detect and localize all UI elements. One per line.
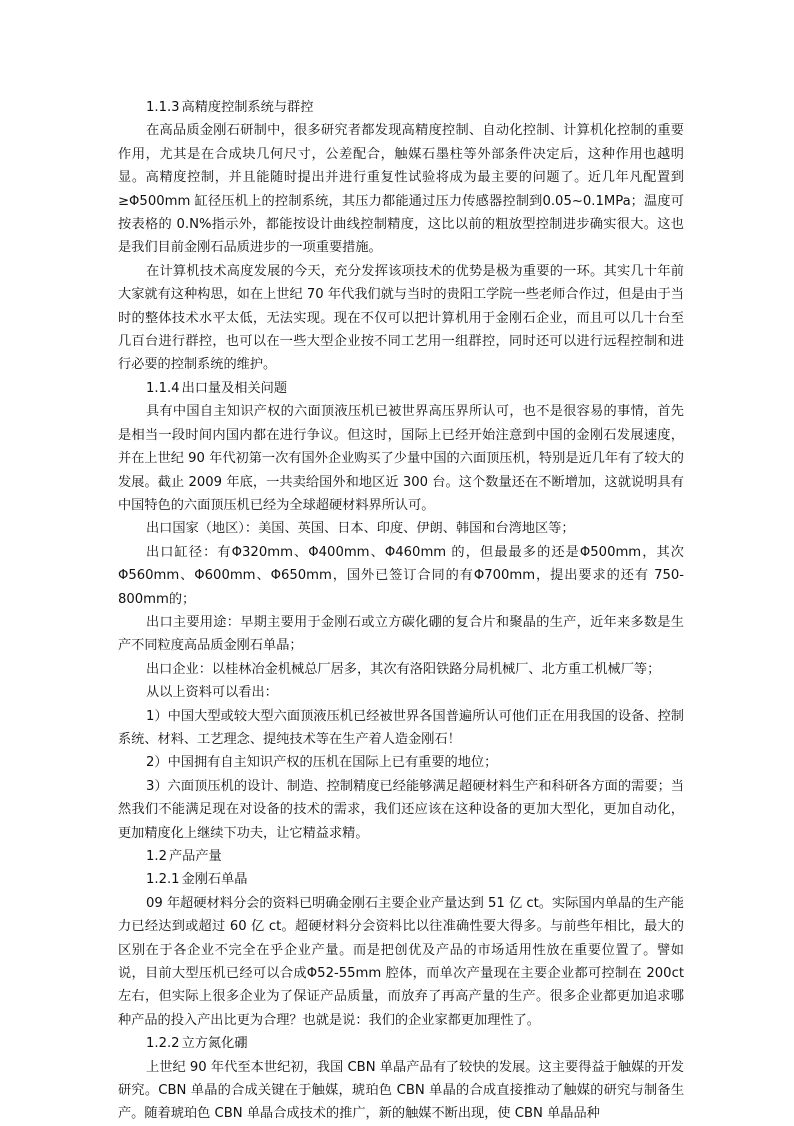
heading-title: 出口量及相关问题 bbox=[181, 380, 288, 396]
heading-title: 立方氮化硼 bbox=[181, 1036, 248, 1052]
heading-number: 1.2.2 bbox=[146, 1036, 180, 1052]
section-heading-114 bbox=[118, 377, 684, 400]
section-heading-113 bbox=[118, 96, 684, 119]
heading-title: 高精度控制系统与群控 bbox=[181, 100, 314, 115]
paragraph: 上世纪 90 年代至本世纪初，我国 CBN 单晶产品有了较快的发展。这主要得益于触媒的开发研究。CBN 单晶的合成关键在于触媒，琥珀色 CBN 单晶的合成直接推动了触媒的研究与制备生产。随着琥珀色 CBN 单晶合成技术的推广，新的触媒不断出现，使 CBN 单晶品种 bbox=[118, 1059, 684, 1122]
section-heading-12 bbox=[118, 845, 684, 868]
paragraph: 09 年超硬材料分会的资料已明确金刚石主要企业产量达到 51 亿 ct。实际国内单晶的生产能力已经达到或超过 60 亿 ct。超硬材料分会资料比以往准确性要大得多。与前些年相比，最大的区别在于各企业不完全在乎企业产量。而是把创优及产品的市场适用性放在重要位置了。譬如说，目前大型压机已经可以合成Φ52-55mm 腔体，而单次产量现在主要企业都可控制在 200ct 左右，但实际上很多企业为了保证产品质量，而放弃了再高产量的生产。很多企业都更加追求哪种产品的投入产出比更为合理？也就是说：我们的企业家都更加理性了。 bbox=[118, 895, 684, 1028]
heading-title: 金刚石单晶 bbox=[181, 872, 248, 888]
section-heading-121 bbox=[118, 868, 684, 891]
paragraph: 出口国家（地区）：美国、英国、日本、印度、伊朗、韩国和台湾地区等； bbox=[146, 521, 575, 537]
heading-number: 1.1.4 bbox=[146, 380, 180, 396]
heading-number: 1.1.3 bbox=[146, 100, 180, 115]
heading-title: 产品产量 bbox=[168, 849, 222, 864]
heading-number: 1.2 bbox=[146, 849, 167, 864]
paragraph: 从以上资料可以看出： bbox=[146, 685, 278, 701]
heading-number: 1.2.1 bbox=[146, 872, 180, 888]
section-heading-122 bbox=[118, 1032, 684, 1055]
paragraph: 在计算机技术高度发展的今天，充分发挥该项技术的优势是极为重要的一环。其实几十年前大家就有这种构思，如在上世纪 70 年代我们就与当时的贵阳工学院一些老师合作过，但是由于当时的整体技术水平太低，无法实现。现在不仅可以把计算机用于金刚石企业，而且可以几十台至几百台进行群控，也可以在一些大型企业按不同工艺用一组群控，同时还可以进行远程控制和进行必要的控制系统的维护。 bbox=[118, 263, 684, 373]
paragraph: 出口主要用途：早期主要用于金刚石或立方碳化硼的复合片和聚晶的生产，近年来多数是生产不同粒度高品质金刚石单晶； bbox=[118, 614, 684, 654]
paragraph: 出口缸径：有Φ320mm、Φ400mm、Φ460mm 的，但最最多的还是Φ500mm，其次Φ560mm、Φ600mm、Φ650mm，国外已签订合同的有Φ700mm，提出要求的还有 750-800mm的； bbox=[118, 544, 684, 607]
paragraph: 具有中国自主知识产权的六面顶液压机已被世界高压界所认可，也不是很容易的事情，首先是相当一段时间内国内都在进行争议。但这时，国际上已经开始注意到中国的金刚石发展速度，并在上世纪 90 年代初第一次有国外企业购买了少量中国的六面顶压机，特别是近几年有了较大的发展。截止 2009 年底，一共卖给国外和地区近 300 台。这个数量还在不断增加，这就说明具有中国特色的六面顶压机已经为全球超硬材料界所认可。 bbox=[118, 404, 684, 513]
paragraph: 出口企业：以桂林冶金机械总厂居多，其次有洛阳铁路分局机械厂、北方重工机械厂等； bbox=[146, 661, 661, 677]
document-body bbox=[118, 96, 684, 1126]
paragraph: 在高品质金刚石研制中，很多研究者都发现高精度控制、自动化控制、计算机化控制的重要作用，尤其是在合成块几何尺寸，公差配合，触媒石墨柱等外部条件决定后，这种作用也越明显。高精度控制，并且能随时提出并进行重复性试验将成为最主要的问题了。近几年凡配置到≥Φ500mm 缸径压机上的控制系统，其压力都能通过压力传感器控制到0.05~0.1MPa；温度可按表格的 0.N%指示外，都能按设计曲线控制精度，这比以前的粗放型控制进步确实很大。这也是我们目前金刚石品质进步的一项重要措施。 bbox=[118, 123, 684, 256]
list-item: 3）六面顶压机的设计、制造、控制精度已经能够满足超硬材料生产和科研各方面的需要；当然我们不能满足现在对设备的技术的需求，我们还应该在这种设备的更加大型化，更加自动化，更加精度化上继续下功夫，让它精益求精。 bbox=[118, 778, 684, 841]
list-item: 2）中国拥有自主知识产权的压机在国际上已有重要的地位； bbox=[146, 755, 498, 771]
list-item: 1）中国大型或较大型六面顶液压机已经被世界各国普遍所认可他们正在用我国的设备、控制系统、材料、工艺理念、提纯技术等在生产着人造金刚石！ bbox=[118, 708, 684, 747]
